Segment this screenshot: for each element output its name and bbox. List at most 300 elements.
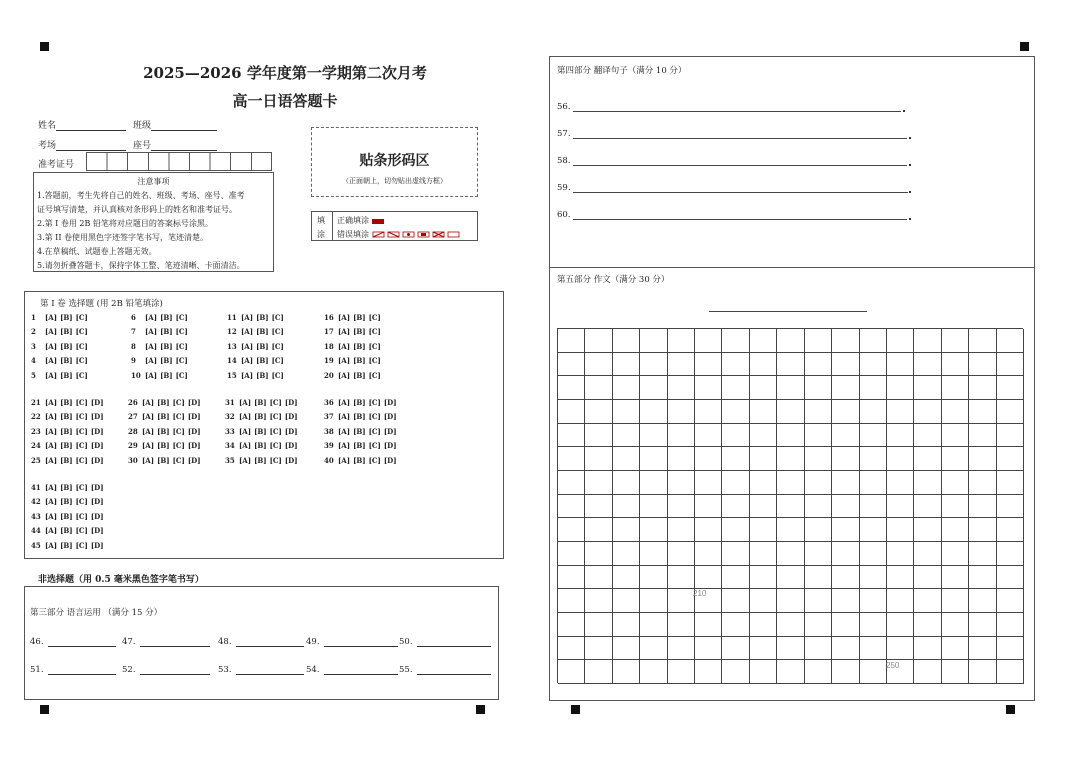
essay-grid[interactable] xyxy=(557,328,1023,683)
blank-line[interactable] xyxy=(417,637,491,647)
answer-bubble[interactable]: [B] xyxy=(157,412,170,422)
answer-bubble[interactable]: [A] xyxy=(241,356,254,366)
answer-bubble[interactable]: [C] xyxy=(175,313,188,322)
essay-cell[interactable] xyxy=(805,518,832,542)
exam-room-field[interactable] xyxy=(38,138,126,151)
answer-bubble[interactable]: [B] xyxy=(60,441,73,451)
essay-cell[interactable] xyxy=(777,589,804,613)
answer-bubble[interactable]: [B] xyxy=(160,370,173,380)
essay-cell[interactable] xyxy=(750,542,777,566)
answer-bubble[interactable]: [B] xyxy=(256,313,269,322)
essay-cell[interactable] xyxy=(805,566,832,590)
essay-cell[interactable] xyxy=(832,637,859,661)
answer-bubble[interactable]: [C] xyxy=(75,483,88,492)
essay-cell[interactable] xyxy=(832,329,859,353)
essay-cell[interactable] xyxy=(668,589,695,613)
essay-cell[interactable] xyxy=(750,637,777,661)
class-field[interactable] xyxy=(133,118,217,131)
answer-bubble[interactable]: [A] xyxy=(338,398,351,407)
answer-bubble[interactable]: [A] xyxy=(338,341,351,351)
essay-cell[interactable] xyxy=(805,637,832,661)
essay-cell[interactable] xyxy=(695,424,722,448)
essay-cell[interactable] xyxy=(887,329,914,353)
essay-cell[interactable] xyxy=(558,329,585,353)
admission-number-boxes[interactable] xyxy=(86,152,272,171)
essay-cell[interactable] xyxy=(695,566,722,590)
answer-bubble[interactable]: [D] xyxy=(90,441,104,451)
essay-cell[interactable] xyxy=(695,447,722,471)
answer-bubble[interactable]: [A] xyxy=(338,441,351,451)
blank-line[interactable] xyxy=(236,637,304,647)
essay-cell[interactable] xyxy=(558,376,585,400)
translation-answer-line[interactable] xyxy=(573,192,908,193)
essay-cell[interactable] xyxy=(860,637,887,661)
essay-cell[interactable] xyxy=(750,329,777,353)
answer-bubble[interactable]: [A] xyxy=(239,426,252,436)
answer-bubble[interactable]: [A] xyxy=(45,426,58,436)
essay-cell[interactable] xyxy=(777,400,804,424)
essay-cell[interactable] xyxy=(887,353,914,377)
essay-cell[interactable] xyxy=(777,376,804,400)
answer-bubble[interactable]: [B] xyxy=(256,341,269,351)
essay-cell[interactable] xyxy=(969,447,996,471)
essay-cell[interactable] xyxy=(640,376,667,400)
essay-cell[interactable] xyxy=(860,566,887,590)
essay-cell[interactable] xyxy=(914,637,941,661)
essay-cell[interactable] xyxy=(969,518,996,542)
essay-cell[interactable] xyxy=(914,424,941,448)
answer-bubble[interactable]: [A] xyxy=(239,398,252,407)
answer-bubble[interactable]: [C] xyxy=(368,398,381,407)
answer-bubble[interactable]: [B] xyxy=(256,370,269,380)
essay-cell[interactable] xyxy=(832,613,859,637)
blank-line[interactable] xyxy=(236,665,304,675)
answer-bubble[interactable]: [C] xyxy=(269,455,282,465)
answer-bubble[interactable]: [C] xyxy=(75,455,88,465)
essay-cell[interactable] xyxy=(997,376,1024,400)
essay-cell[interactable] xyxy=(997,495,1024,519)
answer-bubble[interactable]: [C] xyxy=(269,441,282,451)
essay-cell[interactable] xyxy=(750,660,777,684)
answer-bubble[interactable]: [A] xyxy=(45,441,58,451)
essay-cell[interactable] xyxy=(942,589,969,613)
essay-cell[interactable] xyxy=(695,471,722,495)
answer-bubble[interactable]: [B] xyxy=(353,412,366,422)
essay-cell[interactable] xyxy=(887,589,914,613)
answer-bubble[interactable]: [C] xyxy=(172,426,185,436)
answer-bubble[interactable]: [A] xyxy=(338,327,351,337)
essay-cell[interactable] xyxy=(722,589,749,613)
essay-cell[interactable] xyxy=(887,637,914,661)
essay-cell[interactable] xyxy=(969,471,996,495)
essay-cell[interactable] xyxy=(668,447,695,471)
answer-bubble[interactable]: [C] xyxy=(271,370,284,380)
answer-bubble[interactable]: [B] xyxy=(353,370,366,380)
essay-cell[interactable] xyxy=(640,566,667,590)
essay-cell[interactable] xyxy=(695,637,722,661)
essay-cell[interactable] xyxy=(942,495,969,519)
essay-cell[interactable] xyxy=(969,566,996,590)
essay-cell[interactable] xyxy=(777,495,804,519)
essay-cell[interactable] xyxy=(668,424,695,448)
essay-cell[interactable] xyxy=(777,660,804,684)
answer-bubble[interactable]: [D] xyxy=(284,441,298,451)
answer-bubble[interactable]: [A] xyxy=(145,327,158,337)
essay-cell[interactable] xyxy=(914,353,941,377)
answer-bubble[interactable]: [B] xyxy=(254,455,267,465)
answer-bubble[interactable]: [A] xyxy=(142,426,155,436)
essay-cell[interactable] xyxy=(969,542,996,566)
essay-cell[interactable] xyxy=(585,613,612,637)
answer-bubble[interactable]: [B] xyxy=(60,511,73,521)
essay-cell[interactable] xyxy=(585,400,612,424)
essay-cell[interactable] xyxy=(613,424,640,448)
essay-cell[interactable] xyxy=(722,471,749,495)
essay-cell[interactable] xyxy=(668,329,695,353)
essay-cell[interactable] xyxy=(613,660,640,684)
answer-bubble[interactable]: [C] xyxy=(368,370,381,380)
essay-cell[interactable] xyxy=(777,566,804,590)
answer-bubble[interactable]: [B] xyxy=(60,341,73,351)
answer-bubble[interactable]: [D] xyxy=(90,412,104,422)
translation-answer-line[interactable] xyxy=(573,165,907,166)
answer-bubble[interactable]: [C] xyxy=(271,341,284,351)
translation-answer-line[interactable] xyxy=(573,219,907,220)
answer-bubble[interactable]: [A] xyxy=(45,370,58,380)
essay-cell[interactable] xyxy=(558,613,585,637)
answer-bubble[interactable]: [D] xyxy=(187,455,201,465)
answer-bubble[interactable]: [B] xyxy=(60,526,73,536)
blank-line[interactable] xyxy=(140,665,210,675)
answer-bubble[interactable]: [C] xyxy=(75,313,88,322)
essay-cell[interactable] xyxy=(860,353,887,377)
essay-cell[interactable] xyxy=(805,660,832,684)
answer-bubble[interactable]: [D] xyxy=(383,412,397,422)
answer-bubble[interactable]: [C] xyxy=(175,370,188,380)
essay-cell[interactable] xyxy=(969,637,996,661)
essay-title-line[interactable] xyxy=(709,311,867,312)
answer-bubble[interactable]: [D] xyxy=(284,398,298,407)
essay-cell[interactable] xyxy=(585,542,612,566)
essay-cell[interactable] xyxy=(613,589,640,613)
essay-cell[interactable] xyxy=(805,447,832,471)
answer-bubble[interactable]: [A] xyxy=(145,356,158,366)
essay-cell[interactable] xyxy=(750,447,777,471)
essay-cell[interactable] xyxy=(942,471,969,495)
essay-cell[interactable] xyxy=(942,329,969,353)
essay-cell[interactable] xyxy=(997,329,1024,353)
essay-cell[interactable] xyxy=(668,660,695,684)
answer-bubble[interactable]: [B] xyxy=(353,356,366,366)
answer-bubble[interactable]: [A] xyxy=(142,455,155,465)
essay-cell[interactable] xyxy=(860,660,887,684)
essay-cell[interactable] xyxy=(997,542,1024,566)
answer-bubble[interactable]: [B] xyxy=(254,441,267,451)
essay-cell[interactable] xyxy=(558,495,585,519)
translation-answer-line[interactable] xyxy=(573,111,901,112)
essay-cell[interactable] xyxy=(860,376,887,400)
essay-cell[interactable] xyxy=(558,660,585,684)
essay-cell[interactable] xyxy=(777,637,804,661)
essay-cell[interactable] xyxy=(805,589,832,613)
essay-cell[interactable] xyxy=(777,471,804,495)
essay-cell[interactable] xyxy=(914,376,941,400)
answer-bubble[interactable]: [C] xyxy=(75,341,88,351)
essay-cell[interactable] xyxy=(585,353,612,377)
blank-item[interactable] xyxy=(306,665,398,675)
essay-cell[interactable] xyxy=(832,495,859,519)
essay-cell[interactable] xyxy=(860,589,887,613)
answer-bubble[interactable]: [D] xyxy=(90,540,104,550)
essay-cell[interactable] xyxy=(668,400,695,424)
answer-bubble[interactable]: [C] xyxy=(75,526,88,536)
essay-cell[interactable] xyxy=(942,424,969,448)
essay-cell[interactable] xyxy=(640,400,667,424)
essay-cell[interactable] xyxy=(722,447,749,471)
essay-cell[interactable] xyxy=(860,471,887,495)
answer-bubble[interactable]: [C] xyxy=(75,497,88,507)
essay-cell[interactable] xyxy=(777,542,804,566)
answer-bubble[interactable]: [A] xyxy=(239,412,252,422)
essay-cell[interactable] xyxy=(722,353,749,377)
essay-cell[interactable] xyxy=(722,660,749,684)
essay-cell[interactable] xyxy=(860,400,887,424)
essay-cell[interactable] xyxy=(722,376,749,400)
answer-bubble[interactable]: [B] xyxy=(60,398,73,407)
essay-cell[interactable] xyxy=(750,471,777,495)
essay-cell[interactable] xyxy=(585,329,612,353)
answer-bubble[interactable]: [A] xyxy=(145,341,158,351)
name-field[interactable] xyxy=(38,118,126,131)
answer-bubble[interactable]: [B] xyxy=(353,341,366,351)
essay-cell[interactable] xyxy=(668,518,695,542)
blank-line[interactable] xyxy=(48,665,116,675)
essay-cell[interactable] xyxy=(722,518,749,542)
essay-cell[interactable] xyxy=(558,424,585,448)
essay-cell[interactable] xyxy=(914,660,941,684)
answer-bubble[interactable]: [B] xyxy=(157,398,170,407)
essay-cell[interactable] xyxy=(942,447,969,471)
essay-cell[interactable] xyxy=(969,329,996,353)
answer-bubble[interactable]: [A] xyxy=(338,455,351,465)
essay-cell[interactable] xyxy=(887,400,914,424)
essay-cell[interactable] xyxy=(613,400,640,424)
answer-bubble[interactable]: [B] xyxy=(353,441,366,451)
essay-cell[interactable] xyxy=(558,518,585,542)
essay-cell[interactable] xyxy=(750,400,777,424)
essay-cell[interactable] xyxy=(805,400,832,424)
essay-cell[interactable] xyxy=(558,471,585,495)
essay-cell[interactable] xyxy=(640,518,667,542)
essay-cell[interactable] xyxy=(722,329,749,353)
essay-cell[interactable] xyxy=(805,471,832,495)
answer-bubble[interactable]: [D] xyxy=(383,441,397,451)
answer-bubble[interactable]: [D] xyxy=(187,398,201,407)
answer-bubble[interactable]: [C] xyxy=(172,398,185,407)
answer-bubble[interactable]: [A] xyxy=(338,426,351,436)
essay-cell[interactable] xyxy=(750,495,777,519)
answer-bubble[interactable]: [C] xyxy=(368,341,381,351)
essay-cell[interactable] xyxy=(558,589,585,613)
answer-bubble[interactable]: [C] xyxy=(368,412,381,422)
answer-bubble[interactable]: [B] xyxy=(157,426,170,436)
essay-cell[interactable] xyxy=(613,376,640,400)
essay-cell[interactable] xyxy=(558,542,585,566)
essay-cell[interactable] xyxy=(942,613,969,637)
answer-bubble[interactable]: [C] xyxy=(271,327,284,337)
essay-cell[interactable] xyxy=(585,637,612,661)
answer-bubble[interactable]: [A] xyxy=(338,412,351,422)
answer-bubble[interactable]: [D] xyxy=(383,398,397,407)
essay-cell[interactable] xyxy=(613,471,640,495)
answer-bubble[interactable]: [C] xyxy=(368,426,381,436)
essay-cell[interactable] xyxy=(750,353,777,377)
answer-bubble[interactable]: [A] xyxy=(145,370,158,380)
answer-bubble[interactable]: [B] xyxy=(60,327,73,337)
essay-cell[interactable] xyxy=(997,613,1024,637)
answer-bubble[interactable]: [C] xyxy=(75,441,88,451)
answer-bubble[interactable]: [B] xyxy=(60,412,73,422)
answer-bubble[interactable]: [C] xyxy=(368,356,381,366)
essay-cell[interactable] xyxy=(585,495,612,519)
answer-bubble[interactable]: [D] xyxy=(90,497,104,507)
essay-cell[interactable] xyxy=(860,447,887,471)
essay-cell[interactable] xyxy=(969,660,996,684)
essay-cell[interactable] xyxy=(997,447,1024,471)
essay-cell[interactable] xyxy=(640,589,667,613)
translation-answer-line[interactable] xyxy=(573,138,907,139)
essay-cell[interactable] xyxy=(777,518,804,542)
essay-cell[interactable] xyxy=(860,495,887,519)
essay-cell[interactable] xyxy=(969,400,996,424)
answer-bubble[interactable]: [A] xyxy=(45,511,58,521)
answer-bubble[interactable]: [B] xyxy=(254,426,267,436)
essay-cell[interactable] xyxy=(640,495,667,519)
answer-bubble[interactable]: [C] xyxy=(368,441,381,451)
answer-bubble[interactable]: [A] xyxy=(45,540,58,550)
essay-cell[interactable] xyxy=(860,518,887,542)
essay-cell[interactable] xyxy=(805,495,832,519)
answer-bubble[interactable]: [C] xyxy=(175,356,188,366)
answer-bubble[interactable]: [A] xyxy=(45,341,58,351)
essay-cell[interactable] xyxy=(695,400,722,424)
essay-cell[interactable] xyxy=(942,400,969,424)
blank-line[interactable] xyxy=(324,637,398,647)
essay-cell[interactable] xyxy=(805,376,832,400)
answer-bubble[interactable]: [D] xyxy=(90,511,104,521)
essay-cell[interactable] xyxy=(613,447,640,471)
essay-cell[interactable] xyxy=(640,660,667,684)
answer-bubble[interactable]: [A] xyxy=(142,412,155,422)
blank-item[interactable] xyxy=(30,637,116,647)
answer-bubble[interactable]: [B] xyxy=(60,356,73,366)
essay-cell[interactable] xyxy=(914,400,941,424)
essay-cell[interactable] xyxy=(613,495,640,519)
essay-cell[interactable] xyxy=(997,353,1024,377)
essay-cell[interactable] xyxy=(613,353,640,377)
answer-bubble[interactable]: [B] xyxy=(160,313,173,322)
answer-bubble[interactable]: [A] xyxy=(45,327,58,337)
essay-cell[interactable] xyxy=(613,542,640,566)
essay-cell[interactable] xyxy=(887,424,914,448)
answer-bubble[interactable]: [B] xyxy=(60,540,73,550)
essay-cell[interactable] xyxy=(750,376,777,400)
blank-line[interactable] xyxy=(324,665,398,675)
essay-cell[interactable] xyxy=(640,424,667,448)
essay-cell[interactable] xyxy=(585,424,612,448)
essay-cell[interactable] xyxy=(640,471,667,495)
essay-cell[interactable] xyxy=(832,542,859,566)
essay-cell[interactable] xyxy=(942,518,969,542)
answer-bubble[interactable]: [C] xyxy=(269,398,282,407)
answer-bubble[interactable]: [A] xyxy=(241,370,254,380)
answer-bubble[interactable]: [D] xyxy=(383,426,397,436)
essay-cell[interactable] xyxy=(668,471,695,495)
answer-bubble[interactable]: [C] xyxy=(75,327,88,337)
essay-cell[interactable] xyxy=(969,495,996,519)
essay-cell[interactable] xyxy=(722,400,749,424)
blank-line[interactable] xyxy=(417,665,491,675)
essay-cell[interactable] xyxy=(640,637,667,661)
essay-cell[interactable] xyxy=(860,329,887,353)
essay-cell[interactable] xyxy=(832,471,859,495)
answer-bubble[interactable]: [B] xyxy=(160,341,173,351)
answer-bubble[interactable]: [C] xyxy=(175,327,188,337)
answer-bubble[interactable]: [B] xyxy=(256,327,269,337)
essay-cell[interactable] xyxy=(942,660,969,684)
essay-cell[interactable] xyxy=(914,566,941,590)
essay-cell[interactable] xyxy=(668,566,695,590)
essay-cell[interactable] xyxy=(997,518,1024,542)
essay-cell[interactable] xyxy=(914,518,941,542)
essay-cell[interactable] xyxy=(640,353,667,377)
answer-bubble[interactable]: [C] xyxy=(75,412,88,422)
essay-cell[interactable] xyxy=(668,353,695,377)
essay-cell[interactable] xyxy=(750,424,777,448)
blank-item[interactable] xyxy=(122,637,210,647)
blank-item[interactable] xyxy=(122,665,210,675)
essay-cell[interactable] xyxy=(887,471,914,495)
answer-bubble[interactable]: [B] xyxy=(157,441,170,451)
essay-cell[interactable] xyxy=(914,447,941,471)
essay-cell[interactable] xyxy=(997,424,1024,448)
answer-bubble[interactable]: [C] xyxy=(75,356,88,366)
essay-cell[interactable] xyxy=(860,424,887,448)
essay-cell[interactable] xyxy=(860,613,887,637)
answer-bubble[interactable]: [C] xyxy=(368,327,381,337)
essay-cell[interactable] xyxy=(695,376,722,400)
answer-bubble[interactable]: [B] xyxy=(353,426,366,436)
answer-bubble[interactable]: [B] xyxy=(353,455,366,465)
answer-bubble[interactable]: [A] xyxy=(241,341,254,351)
answer-bubble[interactable]: [C] xyxy=(368,313,381,322)
essay-cell[interactable] xyxy=(832,518,859,542)
essay-cell[interactable] xyxy=(997,400,1024,424)
essay-cell[interactable] xyxy=(887,495,914,519)
blank-item[interactable] xyxy=(306,637,398,647)
essay-cell[interactable] xyxy=(750,566,777,590)
essay-cell[interactable] xyxy=(777,329,804,353)
essay-cell[interactable] xyxy=(914,495,941,519)
essay-cell[interactable] xyxy=(695,329,722,353)
essay-cell[interactable] xyxy=(805,424,832,448)
essay-cell[interactable] xyxy=(668,613,695,637)
essay-cell[interactable] xyxy=(722,637,749,661)
essay-cell[interactable] xyxy=(585,566,612,590)
essay-cell[interactable] xyxy=(832,424,859,448)
answer-bubble[interactable]: [A] xyxy=(239,455,252,465)
essay-cell[interactable] xyxy=(613,518,640,542)
